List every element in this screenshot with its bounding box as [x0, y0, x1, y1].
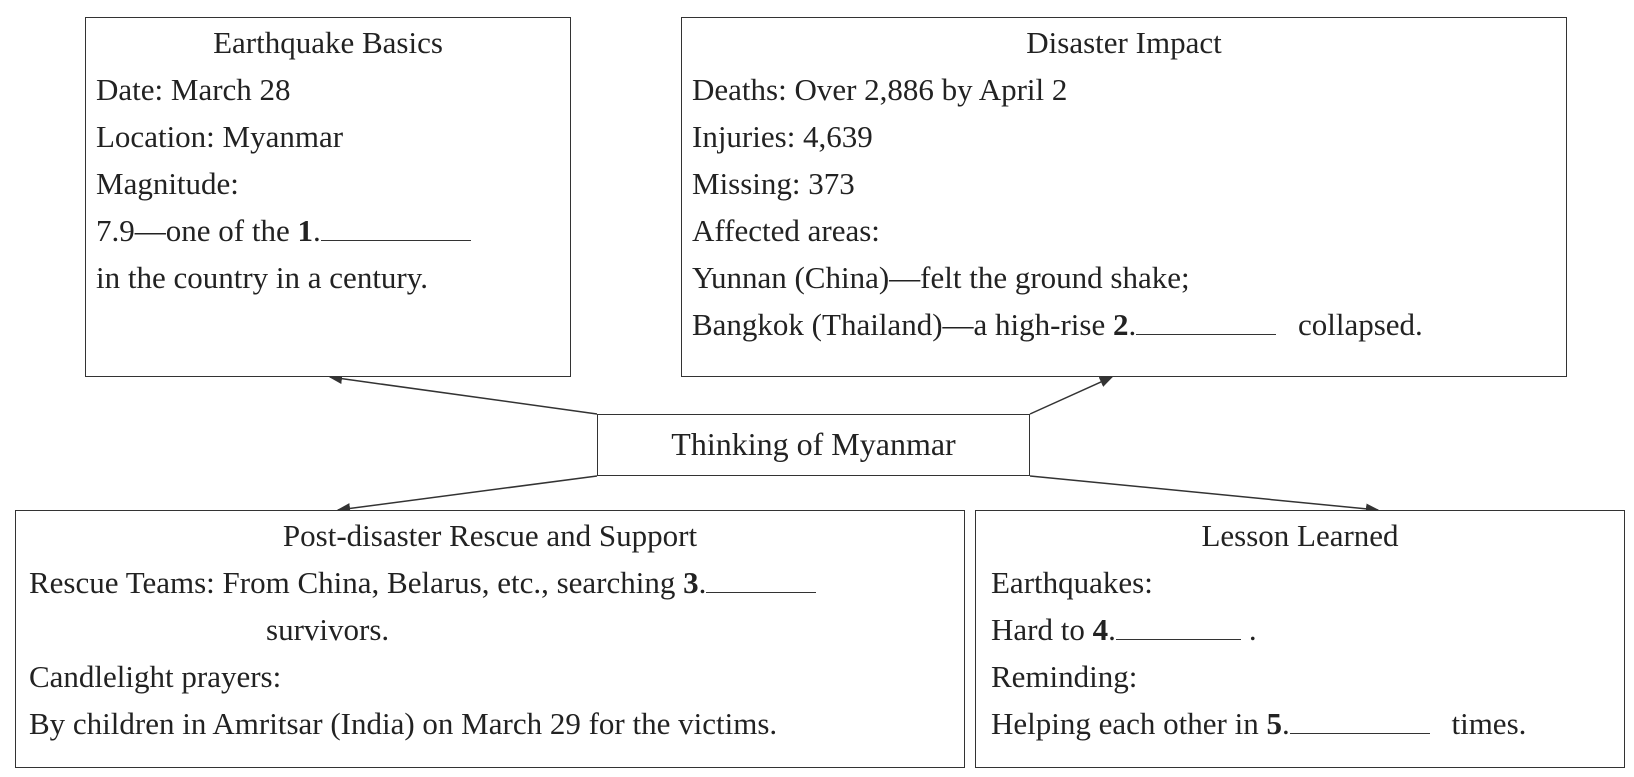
blank-dot-1: . [312, 213, 321, 248]
earthquake-basics-title: Earthquake Basics [213, 25, 443, 60]
blank-4[interactable] [1116, 638, 1241, 640]
blank-dot-3: . [698, 565, 707, 600]
date-line: Date: March 28 [96, 72, 291, 107]
deaths-line: Deaths: Over 2,886 by April 2 [692, 72, 1068, 107]
blank-3[interactable] [706, 591, 816, 593]
injuries-line: Injuries: 4,639 [692, 119, 873, 154]
disaster-impact-title: Disaster Impact [1026, 25, 1222, 60]
location-line: Location: Myanmar [96, 119, 344, 154]
hard-to-text: Hard to [991, 612, 1093, 647]
rescue-support-box [15, 510, 965, 768]
lesson-learned-title: Lesson Learned [1201, 518, 1399, 553]
earthquakes-label: Earthquakes: [991, 565, 1153, 600]
bangkok-text: Bangkok (Thailand)—a high-rise [692, 307, 1113, 342]
bangkok-line [692, 301, 1566, 348]
earthquake-basics-box [85, 17, 571, 377]
blank-dot-2: . [1128, 307, 1137, 342]
magnitude-line [96, 207, 570, 254]
helping-times: times. [1451, 706, 1527, 741]
blank-number-3: 3 [683, 565, 699, 600]
rescue-teams-continuation: survivors. [266, 612, 390, 647]
blank-dot-4: . [1108, 612, 1116, 647]
lesson-learned-box [975, 510, 1625, 768]
magnitude-continuation: in the country in a century. [96, 260, 428, 295]
yunnan-line: Yunnan (China)—felt the ground shake; [692, 260, 1190, 295]
helping-line [991, 700, 1624, 747]
rescue-support-title: Post-disaster Rescue and Support [282, 518, 698, 553]
blank-number-1: 1 [297, 213, 313, 248]
helping-text: Helping each other in [991, 706, 1267, 741]
arrow-to-rescue [338, 476, 597, 510]
magnitude-text: 7.9—one of the [96, 213, 298, 248]
magnitude-label: Magnitude: [96, 166, 239, 201]
blank-number-5: 5 [1266, 706, 1282, 741]
arrow-to-basics [330, 377, 597, 414]
blank-number-2: 2 [1112, 307, 1129, 342]
blank-5[interactable] [1290, 732, 1430, 734]
affected-areas-label: Affected areas: [692, 213, 880, 248]
hard-to-line [991, 606, 1624, 653]
candlelight-label: Candlelight prayers: [29, 659, 282, 694]
missing-line: Missing: 373 [692, 166, 855, 201]
central-topic: Thinking of Myanmar [597, 414, 1030, 476]
reminding-label: Reminding: [991, 659, 1138, 694]
blank-1[interactable] [321, 239, 471, 241]
blank-2[interactable] [1136, 333, 1276, 335]
bangkok-collapsed: collapsed. [1297, 307, 1423, 342]
arrow-to-impact [1030, 377, 1112, 414]
arrow-to-lesson [1030, 476, 1378, 510]
blank-number-4: 4 [1092, 612, 1109, 647]
disaster-impact-box [681, 17, 1567, 377]
blank-dot-5: . [1281, 706, 1290, 741]
candlelight-text: By children in Amritsar (India) on March 29 for the victims. [29, 706, 778, 741]
rescue-teams-line [29, 559, 964, 606]
hard-to-period: . [1248, 612, 1257, 647]
rescue-teams-text: Rescue Teams: From China, Belarus, etc., searching [29, 565, 684, 600]
